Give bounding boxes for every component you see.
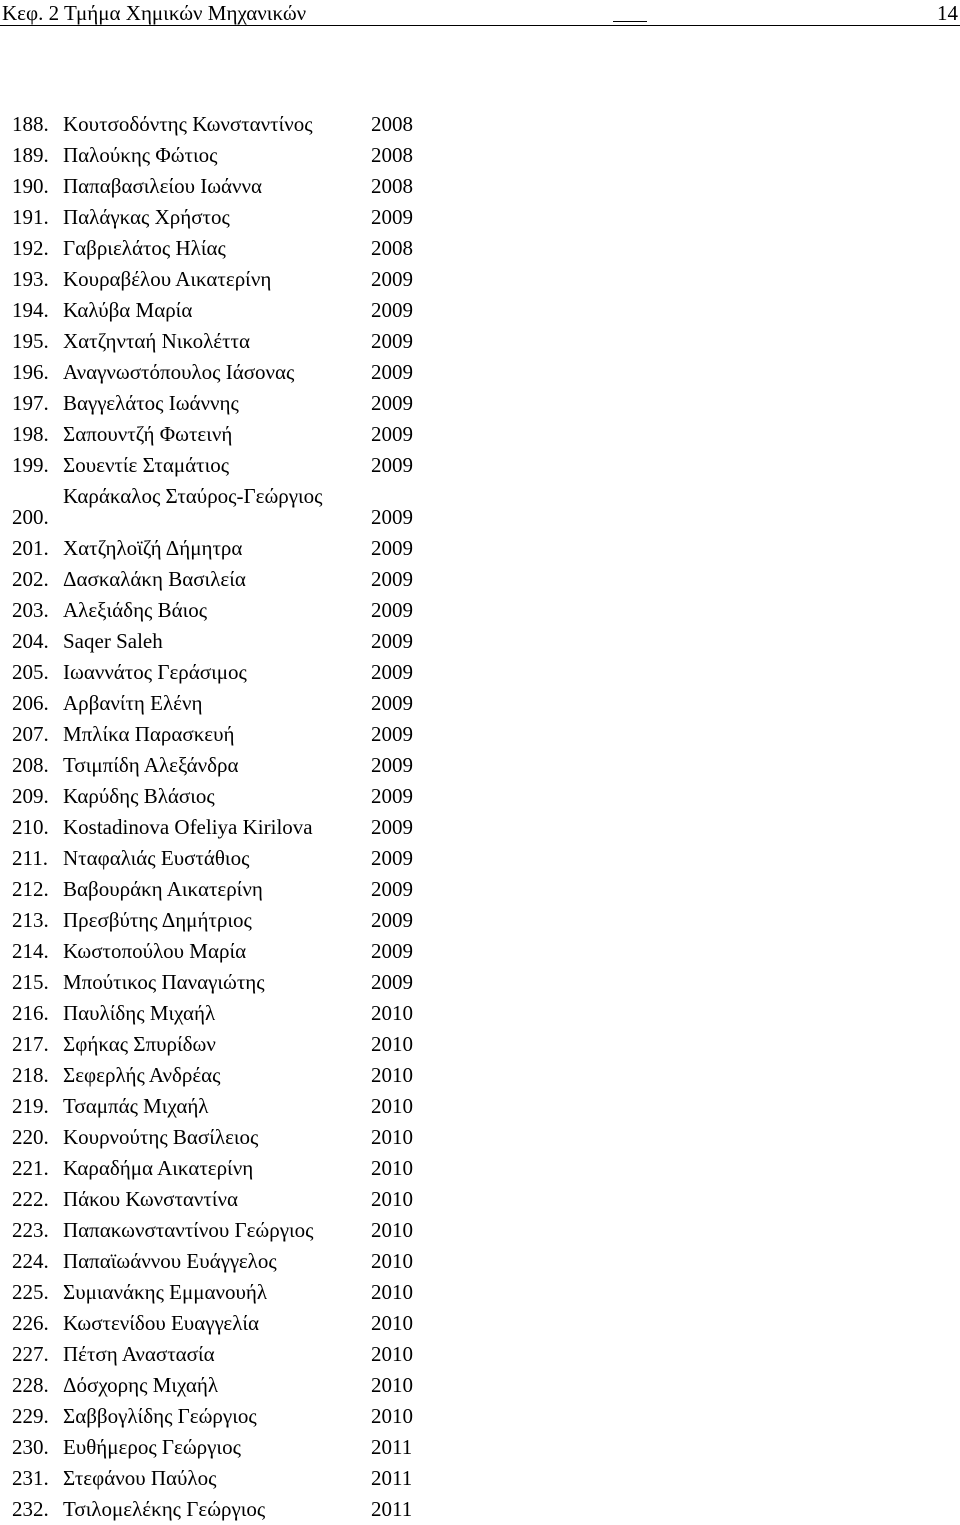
list-item <box>0 1060 960 1091</box>
entry-number: 206. <box>12 691 49 715</box>
list-item <box>0 171 960 202</box>
entry-number: 223. <box>12 1218 49 1242</box>
entry-name: Κωστενίδου Ευαγγελία <box>63 1311 260 1335</box>
list-item <box>0 326 960 357</box>
list-item <box>0 843 960 874</box>
entry-name: Τσιλομελέκης Γεώργιος <box>63 1497 266 1521</box>
entry-number: 192. <box>12 236 49 260</box>
entry-number: 199. <box>12 453 49 477</box>
entry-year: 2010 <box>371 1404 413 1428</box>
entry-name: Βαβουράκη Αικατερίνη <box>63 877 263 901</box>
entry-year: 2009 <box>371 784 413 808</box>
entry-year: 2010 <box>371 1032 413 1056</box>
entry-name: Πέτση Αναστασία <box>63 1342 215 1366</box>
entry-number: 224. <box>12 1249 49 1273</box>
entry-year: 2011 <box>371 1435 413 1459</box>
entry-number: 210. <box>12 815 49 839</box>
entry-year: 2009 <box>371 815 413 839</box>
entry-name: Τσιμπίδη Αλεξάνδρα <box>63 753 239 777</box>
list-item <box>0 781 960 812</box>
list-item <box>0 1370 960 1401</box>
list-item <box>0 750 960 781</box>
entry-number: 231. <box>12 1466 49 1490</box>
list-item <box>0 967 960 998</box>
entry-name: Γαβριελάτος Ηλίας <box>63 236 226 260</box>
entry-name: Αναγνωστόπουλος Ιάσονας <box>63 360 295 384</box>
list-item <box>0 564 960 595</box>
list-item <box>0 1184 960 1215</box>
header-title: Κεφ. 2 Τμήμα Χημικών Μηχανικών <box>2 1 307 25</box>
entry-year: 2009 <box>371 753 413 777</box>
entry-number: 227. <box>12 1342 49 1366</box>
list-item <box>0 481 960 533</box>
entry-name: Συμιανάκης Εμμανουήλ <box>63 1280 268 1304</box>
list-item <box>0 202 960 233</box>
list-item <box>0 1463 960 1494</box>
entry-year: 2009 <box>371 298 413 322</box>
entry-number: 195. <box>12 329 49 353</box>
entry-name: Παλούκης Φώτιος <box>63 143 218 167</box>
entry-name: Σεφερλής Ανδρέας <box>63 1063 221 1087</box>
entry-year: 2010 <box>371 1373 413 1397</box>
entry-number: 209. <box>12 784 49 808</box>
list-item <box>0 419 960 450</box>
list-item <box>0 1029 960 1060</box>
entry-name: Πάκου Κωνσταντίνα <box>63 1187 238 1211</box>
entry-year: 2009 <box>371 329 413 353</box>
page-header <box>0 0 960 26</box>
entry-number: 208. <box>12 753 49 777</box>
entry-number: 232. <box>12 1497 49 1521</box>
entry-number: 221. <box>12 1156 49 1180</box>
list-item <box>0 688 960 719</box>
graduate-list <box>0 109 960 1525</box>
header-rule <box>0 25 960 26</box>
list-item <box>0 812 960 843</box>
entry-name: Αρβανίτη Ελένη <box>63 691 203 715</box>
list-item <box>0 264 960 295</box>
entry-year: 2009 <box>371 598 413 622</box>
entry-year: 2010 <box>371 1125 413 1149</box>
list-item <box>0 1122 960 1153</box>
entry-name: Ιωαννάτος Γεράσιμος <box>63 660 247 684</box>
entry-number: 214. <box>12 939 49 963</box>
list-item <box>0 905 960 936</box>
entry-name: Καραδήμα Αικατερίνη <box>63 1156 254 1180</box>
entry-year: 2009 <box>371 205 413 229</box>
entry-name: Καλύβα Μαρία <box>63 298 193 322</box>
entry-number: 218. <box>12 1063 49 1087</box>
header-underline-blank <box>613 0 647 22</box>
entry-number: 202. <box>12 567 49 591</box>
entry-number: 222. <box>12 1187 49 1211</box>
entry-number: 215. <box>12 970 49 994</box>
entry-name: Κουρνούτης Βασίλειος <box>63 1125 259 1149</box>
entry-number: 189. <box>12 143 49 167</box>
entry-number: 228. <box>12 1373 49 1397</box>
entry-year: 2009 <box>371 877 413 901</box>
entry-number: 225. <box>12 1280 49 1304</box>
entry-year: 2009 <box>371 505 413 529</box>
entry-name: Αλεξιάδης Βάιος <box>63 598 208 622</box>
entry-number: 201. <box>12 536 49 560</box>
entry-year: 2009 <box>371 722 413 746</box>
entry-number: 200. <box>12 505 49 529</box>
entry-name: Κουραβέλου Αικατερίνη <box>63 267 272 291</box>
list-item <box>0 1277 960 1308</box>
entry-name: Σουεντίε Σταμάτιος <box>63 453 230 477</box>
entry-number: 188. <box>12 112 49 136</box>
entry-number: 220. <box>12 1125 49 1149</box>
entry-name: Παυλίδης Μιχαήλ <box>63 1001 216 1025</box>
list-item <box>0 233 960 264</box>
entry-name: Μπλίκα Παρασκευή <box>63 722 235 746</box>
entry-year: 2009 <box>371 391 413 415</box>
entry-name: Μπούτικος Παναγιώτης <box>63 970 265 994</box>
entry-name: Καράκαλος Σταύρος-Γεώργιος <box>63 484 323 508</box>
entry-year: 2009 <box>371 660 413 684</box>
entry-number: 213. <box>12 908 49 932</box>
entry-year: 2010 <box>371 1249 413 1273</box>
entry-number: 212. <box>12 877 49 901</box>
entry-year: 2010 <box>371 1187 413 1211</box>
entry-name: Καρύδης Βλάσιος <box>63 784 215 808</box>
list-item <box>0 1246 960 1277</box>
list-item <box>0 998 960 1029</box>
list-item <box>0 109 960 140</box>
entry-number: 216. <box>12 1001 49 1025</box>
entry-number: 203. <box>12 598 49 622</box>
entry-number: 198. <box>12 422 49 446</box>
entry-number: 191. <box>12 205 49 229</box>
entry-year: 2010 <box>371 1218 413 1242</box>
entry-year: 2009 <box>371 360 413 384</box>
list-item <box>0 595 960 626</box>
entry-number: 193. <box>12 267 49 291</box>
entry-number: 197. <box>12 391 49 415</box>
entry-name: Κουτσοδόντης Κωνσταντίνος <box>63 112 313 136</box>
entry-number: 229. <box>12 1404 49 1428</box>
list-item <box>0 1215 960 1246</box>
list-item <box>0 1153 960 1184</box>
entry-name: Παπαβασιλείου Ιωάννα <box>63 174 263 198</box>
entry-name: Παλάγκας Χρήστος <box>63 205 230 229</box>
entry-number: 205. <box>12 660 49 684</box>
entry-number: 204. <box>12 629 49 653</box>
list-item <box>0 357 960 388</box>
entry-year: 2010 <box>371 1311 413 1335</box>
entry-number: 196. <box>12 360 49 384</box>
entry-year: 2009 <box>371 567 413 591</box>
entry-number: 207. <box>12 722 49 746</box>
list-item <box>0 533 960 564</box>
list-item <box>0 295 960 326</box>
entry-year: 2009 <box>371 629 413 653</box>
entry-year: 2009 <box>371 536 413 560</box>
entry-name: Ευθήμερος Γεώργιος <box>63 1435 241 1459</box>
entry-year: 2011 <box>371 1497 413 1521</box>
entry-name: Δόσχορης Μιχαήλ <box>63 1373 219 1397</box>
entry-year: 2009 <box>371 691 413 715</box>
entry-number: 219. <box>12 1094 49 1118</box>
entry-name: Παπαϊωάννου Ευάγγελος <box>63 1249 277 1273</box>
entry-number: 211. <box>12 846 48 870</box>
entry-year: 2010 <box>371 1001 413 1025</box>
entry-year: 2010 <box>371 1094 413 1118</box>
entry-year: 2009 <box>371 908 413 932</box>
entry-name: Τσαμπάς Μιχαήλ <box>63 1094 209 1118</box>
entry-year: 2011 <box>371 1466 413 1490</box>
entry-name: Kostadinova Ofeliya Kirilova <box>63 815 313 839</box>
page-number: 14 <box>937 1 958 25</box>
entry-number: 194. <box>12 298 49 322</box>
entry-year: 2008 <box>371 236 413 260</box>
entry-year: 2010 <box>371 1156 413 1180</box>
list-item <box>0 388 960 419</box>
entry-year: 2009 <box>371 970 413 994</box>
entry-name: Βαγγελάτος Ιωάννης <box>63 391 239 415</box>
list-item <box>0 1308 960 1339</box>
entry-name: Παπακωνσταντίνου Γεώργιος <box>63 1218 314 1242</box>
list-item <box>0 1401 960 1432</box>
entry-year: 2009 <box>371 453 413 477</box>
entry-name: Χατζηνταή Νικολέττα <box>63 329 250 353</box>
list-item <box>0 1339 960 1370</box>
list-item <box>0 657 960 688</box>
entry-year: 2009 <box>371 846 413 870</box>
entry-number: 230. <box>12 1435 49 1459</box>
entry-name: Σφήκας Σπυρίδων <box>63 1032 216 1056</box>
entry-year: 2009 <box>371 267 413 291</box>
entry-year: 2010 <box>371 1342 413 1366</box>
entry-year: 2008 <box>371 112 413 136</box>
entry-name: Νταφαλιάς Ευστάθιος <box>63 846 250 870</box>
entry-year: 2009 <box>371 939 413 963</box>
entry-number: 226. <box>12 1311 49 1335</box>
entry-name: Στεφάνου Παύλος <box>63 1466 217 1490</box>
entry-year: 2010 <box>371 1280 413 1304</box>
entry-name: Κωστοπούλου Μαρία <box>63 939 247 963</box>
list-item <box>0 626 960 657</box>
entry-year: 2009 <box>371 422 413 446</box>
entry-name: Χατζηλοϊζή Δήμητρα <box>63 536 243 560</box>
list-item <box>0 140 960 171</box>
entry-name: Saqer Saleh <box>63 629 163 653</box>
list-item <box>0 874 960 905</box>
entry-number: 190. <box>12 174 49 198</box>
entry-name: Σαπουντζή Φωτεινή <box>63 422 233 446</box>
list-item <box>0 1494 960 1525</box>
entry-name: Σαββογλίδης Γεώργιος <box>63 1404 257 1428</box>
entry-year: 2010 <box>371 1063 413 1087</box>
list-item <box>0 450 960 481</box>
list-item <box>0 1432 960 1463</box>
list-item <box>0 719 960 750</box>
entry-year: 2008 <box>371 143 413 167</box>
list-item <box>0 936 960 967</box>
entry-number: 217. <box>12 1032 49 1056</box>
entry-name: Πρεσβύτης Δημήτριος <box>63 908 252 932</box>
entry-name: Δασκαλάκη Βασιλεία <box>63 567 246 591</box>
list-item <box>0 1091 960 1122</box>
entry-year: 2008 <box>371 174 413 198</box>
